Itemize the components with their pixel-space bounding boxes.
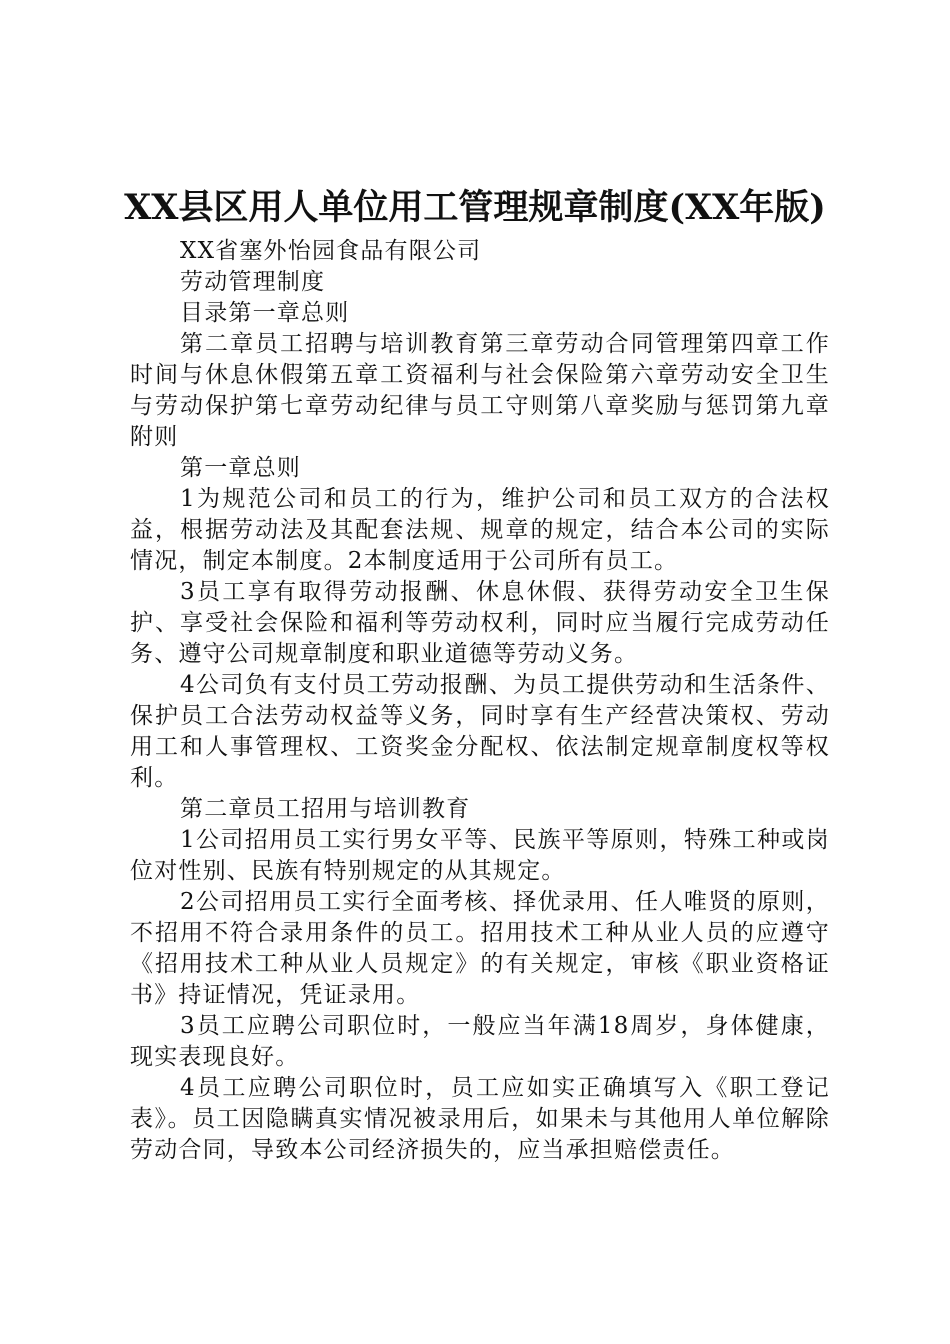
table-of-contents-heading: 目录第一章总则 <box>180 300 350 326</box>
paragraph: 2公司招用员工实行全面考核、择优录用、任人唯贤的原则，不招用不符合录用条件的员工。招用技术工种从业人员的应遵守《招用技术工种从业人员规定》的有关规定，审核《职业资格证书》持证情况，凭证录用。 <box>130 889 830 1008</box>
table-of-contents: 第二章员工招聘与培训教育第三章劳动合同管理第四章工作时间与休息休假第五章工资福利与社会保险第六章劳动安全卫生与劳动保护第七章劳动纪律与员工守则第八章奖励与惩罚第九章附则 <box>130 331 830 450</box>
paragraph: 4公司负有支付员工劳动报酬、为员工提供劳动和生活条件、保护员工合法劳动权益等义务，同时享有生产经营决策权、劳动用工和人事管理权、工资奖金分配权、依法制定规章制度权等权利。 <box>130 672 830 791</box>
paragraph: 3员工享有取得劳动报酬、休息休假、获得劳动安全卫生保护、享受社会保险和福利等劳动权利，同时应当履行完成劳动任务、遵守公司规章制度和职业道德等劳动义务。 <box>130 579 830 667</box>
document-body <box>130 236 830 1166</box>
chapter-heading: 第二章员工招用与培训教育 <box>180 796 471 822</box>
paragraph: 4员工应聘公司职位时，员工应如实正确填写入《职工登记表》。员工因隐瞒真实情况被录用后，如果未与其他用人单位解除劳动合同，导致本公司经济损失的，应当承担赔偿责任。 <box>130 1075 830 1163</box>
paragraph: 1公司招用员工实行男女平等、民族平等原则，特殊工种或岗位对性别、民族有特别规定的从其规定。 <box>130 827 830 884</box>
document-title: XX县区用人单位用工管理规章制度(XX年版) <box>124 187 826 228</box>
section-heading: 劳动管理制度 <box>180 269 326 295</box>
paragraph: 3员工应聘公司职位时，一般应当年满18周岁，身体健康，现实表现良好。 <box>130 1013 830 1070</box>
company-name: XX省塞外怡园食品有限公司 <box>180 238 482 264</box>
chapter-heading: 第一章总则 <box>180 455 301 481</box>
paragraph: 1为规范公司和员工的行为，维护公司和员工双方的合法权益，根据劳动法及其配套法规、规章的规定，结合本公司的实际情况，制定本制度。2本制度适用于公司所有员工。 <box>130 486 830 574</box>
